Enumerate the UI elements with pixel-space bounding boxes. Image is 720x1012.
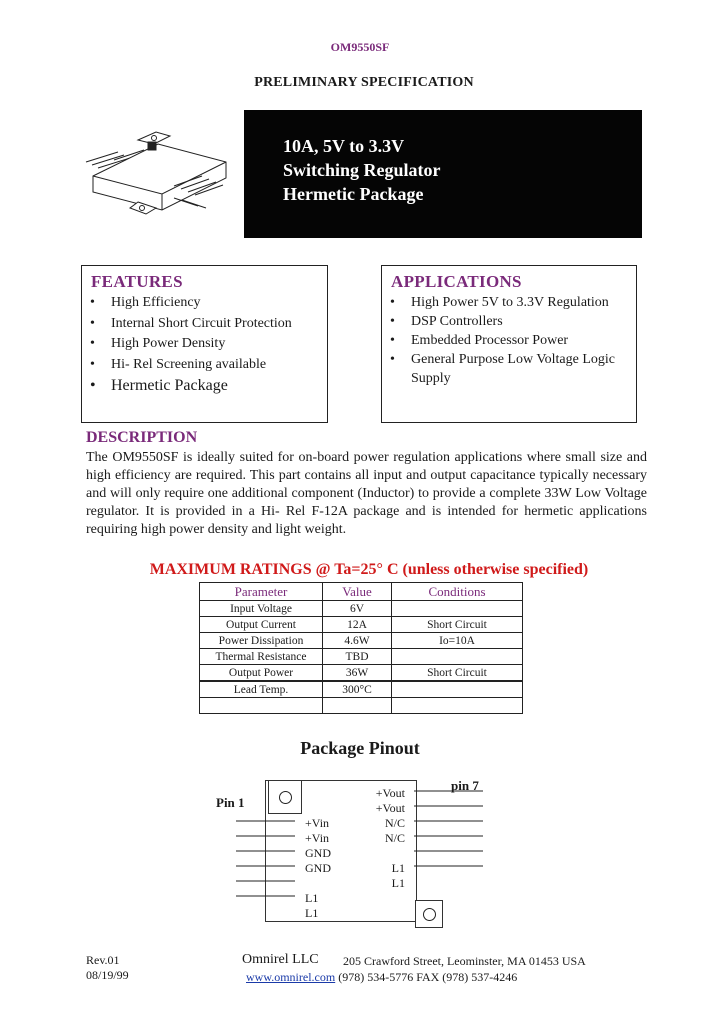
package-illustration [78, 118, 238, 218]
feature-item: • Hermetic Package [82, 375, 327, 397]
table-row [200, 681, 523, 698]
table-row [200, 601, 523, 617]
pin-label: L1 [305, 906, 319, 920]
table-row [200, 665, 523, 682]
description-text: The OM9550SF is ideally suited for on-board power regulation applications where small size and high efficiency are required. This part contains all input and output capacitance typically necessary and will only require one additional component (Inductor) to provide a complete 33W Low Voltage regulator. It is provided in a Hi- Rel F-12A package and is intended for hermetic applications requiring high power density and light weight. [86, 450, 647, 537]
max-ratings-table [199, 582, 523, 714]
pin-label: GND [305, 861, 331, 875]
pin-label: N/C [384, 831, 405, 845]
column-header: Conditions [392, 583, 523, 601]
applications-heading: APPLICATIONS [391, 272, 522, 291]
table-row [200, 633, 523, 649]
value-cell: 4.6W [323, 633, 392, 649]
pin-label: L1 [305, 891, 319, 905]
value-cell: 12A [323, 617, 392, 633]
value-cell: 6V [323, 601, 392, 617]
column-header: Value [323, 583, 392, 601]
phone-fax: (978) 534-5776 FAX (978) 537-4246 [338, 970, 518, 984]
title-line-1: 10A, 5V to 3.3V [283, 136, 405, 156]
conditions-cell [392, 649, 523, 665]
title-text [283, 134, 441, 206]
applications-panel [381, 265, 637, 423]
pin-label: GND [305, 846, 331, 860]
column-header: Parameter [200, 583, 323, 601]
table-row [200, 698, 523, 714]
pin-label: +Vout [375, 786, 405, 800]
application-item: • DSP Controllers [382, 312, 622, 331]
pin-label: L1 [391, 861, 405, 875]
revision-date: 08/19/99 [86, 968, 129, 982]
pin-label: N/C [384, 816, 405, 830]
applications-list [382, 293, 622, 388]
feature-item: • High Power Density [82, 334, 327, 355]
table-header-row [200, 583, 523, 601]
spec-status: PRELIMINARY SPECIFICATION [254, 75, 474, 90]
parameter-cell: Lead Temp. [200, 681, 323, 698]
conditions-cell: Io=10A [392, 633, 523, 649]
revision: Rev.01 [86, 953, 120, 967]
feature-item: • Internal Short Circuit Protection [82, 314, 327, 335]
max-ratings-heading: MAXIMUM RATINGS @ Ta=25° C (unless otherwise specified) [149, 561, 589, 578]
application-item: • Embedded Processor Power [382, 331, 622, 350]
conditions-cell: Short Circuit [392, 617, 523, 633]
parameter-cell: Thermal Resistance [200, 649, 323, 665]
features-heading: FEATURES [91, 272, 183, 291]
table-row [200, 649, 523, 665]
left-pin-labels [305, 816, 331, 921]
table-row [200, 617, 523, 633]
pin-7-label: pin 7 [451, 778, 479, 793]
website-link[interactable]: www.omnirel.com [246, 970, 336, 984]
features-panel [81, 265, 328, 423]
conditions-cell: Short Circuit [392, 665, 523, 682]
pin-label: +Vout [375, 801, 405, 815]
conditions-cell [392, 601, 523, 617]
right-pin-labels [355, 786, 405, 891]
application-item: • General Purpose Low Voltage Logic Supply [382, 350, 616, 388]
value-cell: 36W [323, 665, 392, 682]
title-line-2: Switching Regulator [283, 160, 441, 180]
pin-label: L1 [391, 876, 405, 890]
parameter-cell: Input Voltage [200, 601, 323, 617]
conditions-cell [392, 681, 523, 698]
part-number: OM9550SF [330, 40, 390, 54]
pin-1-label: Pin 1 [216, 795, 245, 810]
title-line-3: Hermetic Package [283, 184, 424, 204]
value-cell: 300°C [323, 681, 392, 698]
feature-item: • Hi- Rel Screening available [82, 355, 327, 376]
pin-label: +Vin [305, 816, 330, 830]
contact-line [246, 970, 517, 985]
pinout-heading: Package Pinout [300, 738, 420, 758]
parameter-cell: Power Dissipation [200, 633, 323, 649]
value-cell [323, 698, 392, 714]
description-heading: DESCRIPTION [86, 429, 198, 446]
parameter-cell: Output Current [200, 617, 323, 633]
features-list [82, 293, 327, 397]
parameter-cell: Output Power [200, 665, 323, 682]
application-item: • High Power 5V to 3.3V Regulation [382, 293, 622, 312]
company-address: 205 Crawford Street, Leominster, MA 01453 USA [343, 954, 586, 968]
company-name: Omnirel LLC [242, 952, 319, 967]
conditions-cell [392, 698, 523, 714]
value-cell: TBD [323, 649, 392, 665]
feature-item: • High Efficiency [82, 293, 327, 314]
parameter-cell [200, 698, 323, 714]
pin-label: +Vin [305, 831, 330, 845]
